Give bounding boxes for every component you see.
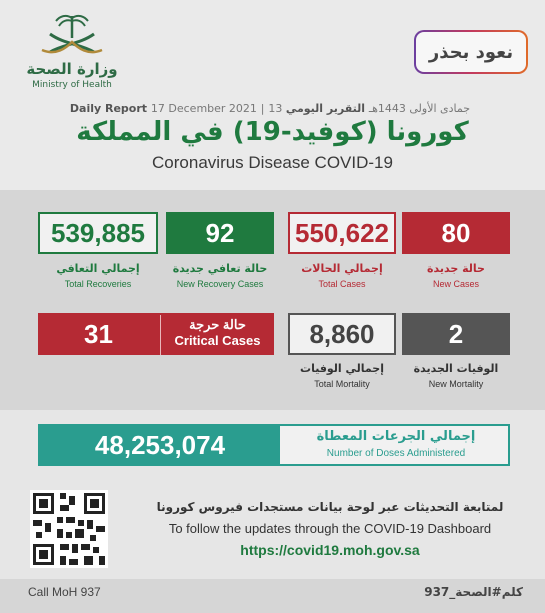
campaign-badge-text: نعود بحذر (416, 32, 526, 72)
date-separator: | (260, 102, 265, 115)
report-label-ar: التقرير اليومي (285, 102, 366, 115)
palm-swords-icon (36, 12, 108, 60)
dashboard-link[interactable]: https://covid19.moh.gov.sa (240, 542, 420, 558)
total-recoveries-label-ar: إجمالي التعافي (56, 262, 140, 275)
total-cases-label-ar: إجمالي الحالات (301, 262, 383, 275)
critical-cases-label-en: Critical Cases (174, 333, 261, 348)
critical-cases-label-ar: حالة حرجة (189, 317, 246, 332)
new-cases-label-ar: حالة جديدة (427, 262, 485, 275)
ministry-name-ar: وزارة الصحة (26, 60, 118, 78)
footer-call-text: Call MoH 937 (28, 585, 101, 599)
new-cases-label-en: New Cases (432, 279, 479, 289)
report-label-en: Daily Report (69, 102, 148, 115)
hijri-date: 13 جمادى الأولى 1443هـ (268, 102, 471, 115)
total-cases-value: 550,622 (288, 212, 396, 254)
report-date-line (60, 102, 480, 115)
total-mortality-value: 8,860 (288, 313, 396, 355)
critical-cases-value: 31 (38, 313, 274, 355)
new-recoveries-label-ar: حالة تعافي جديدة (172, 262, 268, 275)
doses-label-en: Number of Doses Administered (326, 448, 466, 459)
total-cases-label-en: Total Cases (318, 279, 366, 289)
follow-text-en: To follow the updates through the COVID-19 Dashboard (168, 521, 492, 536)
follow-text-ar: لمتابعة التحديثات عبر لوحة بيانات مستجدات فيروس كورونا (156, 500, 504, 514)
new-mortality-label-ar: الوفيات الجديدة (413, 362, 499, 375)
new-cases-value: 80 (402, 212, 510, 254)
doses-box (38, 424, 510, 466)
new-mortality-value: 2 (402, 313, 510, 355)
doses-label-ar: إجمالي الجرعات المعطاة (316, 429, 476, 444)
total-recoveries-label-en: Total Recoveries (64, 279, 132, 289)
ministry-logo (22, 12, 122, 92)
page-title-en: Coronavirus Disease COVID-19 (152, 153, 393, 172)
new-mortality-label-en: New Mortality (428, 379, 484, 389)
new-recoveries-value: 92 (166, 212, 274, 254)
total-mortality-label-en: Total Mortality (314, 379, 370, 389)
total-recoveries-value: 539,885 (38, 212, 158, 254)
page-title-ar: كورونا (كوفيد-19) في المملكة (76, 117, 469, 147)
footer-hashtag: كلم#الصحة_937 (424, 585, 523, 599)
campaign-badge (414, 30, 528, 74)
qr-code-icon (30, 490, 108, 568)
total-mortality-label-ar: إجمالي الوفيات (300, 362, 384, 375)
critical-cases-label (160, 315, 274, 355)
doses-value: 48,253,074 (40, 426, 280, 464)
new-recoveries-label-en: New Recovery Cases (176, 279, 264, 289)
ministry-name-en: Ministry of Health (32, 80, 112, 90)
gregorian-date: 17 December 2021 (150, 102, 257, 115)
